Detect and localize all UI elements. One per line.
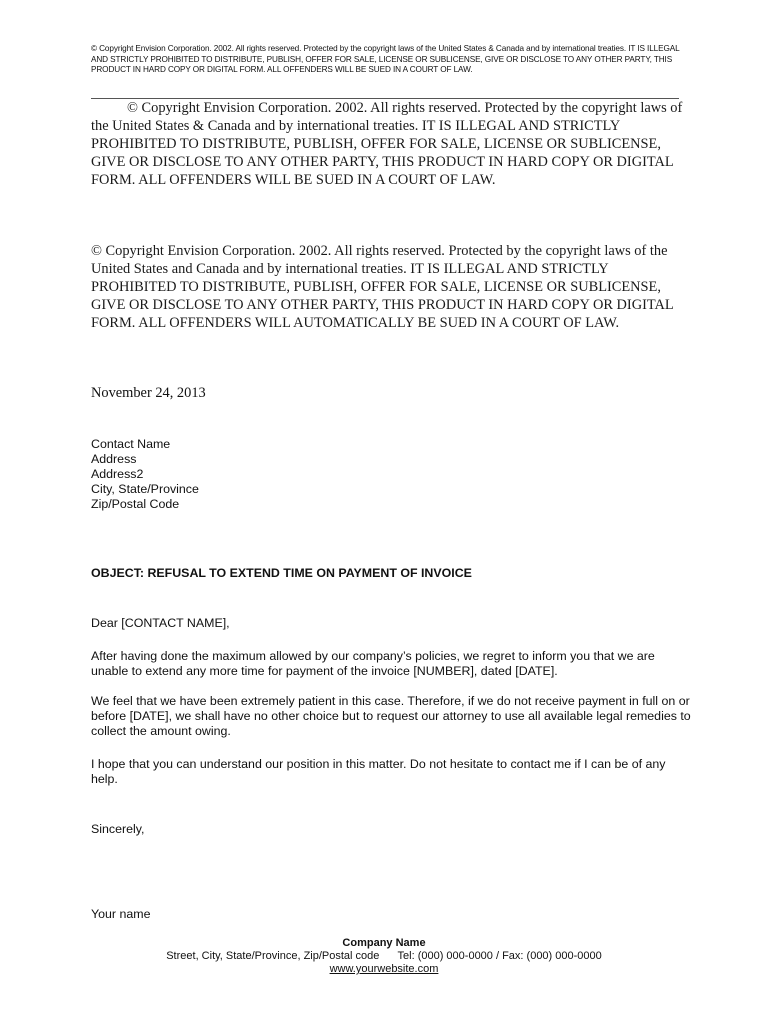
salutation: Dear [CONTACT NAME], [91, 616, 230, 630]
header-copyright-notice: © Copyright Envision Corporation. 2002. All rights reserved. Protected by the copyright laws of the United States & Canada and by international treaties. IT IS ILLEGAL AND STRICTLY PROHIBITED TO DISTRIBUTE, PUBLISH, OFFER FOR SALE, LICENSE OR SUBLICENSE, GIVE OR DISCLOSE TO ANY OTHER PARTY, THIS PRODUCT IN HARD COPY OR DIGITAL FORM. ALL OFFENDERS WILL BE SUED IN A COURT OF LAW. [91, 44, 680, 74]
address-line-1: Address [91, 452, 137, 466]
body-paragraph-3: I hope that you can understand our position in this matter. Do not hesitate to contact me if I can be of any help. [91, 757, 666, 786]
footer-company-name: Company Name [342, 937, 426, 949]
copyright-notice-3: © Copyright Envision Corporation. 2002. All rights reserved. Protected by the copyright laws of the United States and Canada and by international treaties. IT IS ILLEGAL AND STRICTLY PROHIBITED TO DISTRIBUTE, PUBLISH, OFFER FOR SALE, LICENSE OR SUBLICENSE, GIVE OR DISCLOSE TO ANY OTHER PARTY, THIS PRODUCT IN HARD COPY OR DIGITAL FORM. ALL OFFENDERS WILL AUTOMATICALLY BE SUED IN A COURT OF LAW. [91, 243, 674, 331]
body-paragraph-2: We feel that we have been extremely patient in this case. Therefore, if we do not receive payment in full on or before [DATE], we shall have no other choice but to request our attorney to use all available legal remedies to collect the amount owing. [91, 694, 691, 738]
city-state: City, State/Province [91, 482, 199, 496]
footer-address-line: Street, City, State/Province, Zip/Postal code Tel: (000) 000-0000 / Fax: (000) 000-0000 [166, 950, 602, 962]
copyright-notice-2: © Copyright Envision Corporation. 2002. All rights reserved. Protected by the copyright laws of the United States & Canada and by international treaties. IT IS ILLEGAL AND STRICTLY PROHIBITED TO DISTRIBUTE, PUBLISH, OFFER FOR SALE, LICENSE OR SUBLICENSE, GIVE OR DISCLOSE TO ANY OTHER PARTY, THIS PRODUCT IN HARD COPY OR DIGITAL FORM. ALL OFFENDERS WILL BE SUED IN A COURT OF LAW. [91, 100, 683, 188]
signature-name: Your name [91, 907, 151, 921]
body-paragraph-1: After having done the maximum allowed by our company’s policies, we regret to inform you that we are unable to extend any more time for payment of the invoice [NUMBER], dated [DATE]. [91, 649, 655, 678]
letter-date: November 24, 2013 [91, 385, 206, 401]
letter-footer [0, 937, 768, 976]
closing: Sincerely, [91, 822, 145, 836]
footer-website-link[interactable]: www.yourwebsite.com [329, 963, 439, 975]
recipient-address-block [91, 437, 199, 512]
letter-subject: OBJECT: REFUSAL TO EXTEND TIME ON PAYMENT OF INVOICE [91, 566, 472, 580]
zip-code: Zip/Postal Code [91, 497, 180, 511]
address-line-2: Address2 [91, 467, 144, 481]
contact-name: Contact Name [91, 437, 171, 451]
